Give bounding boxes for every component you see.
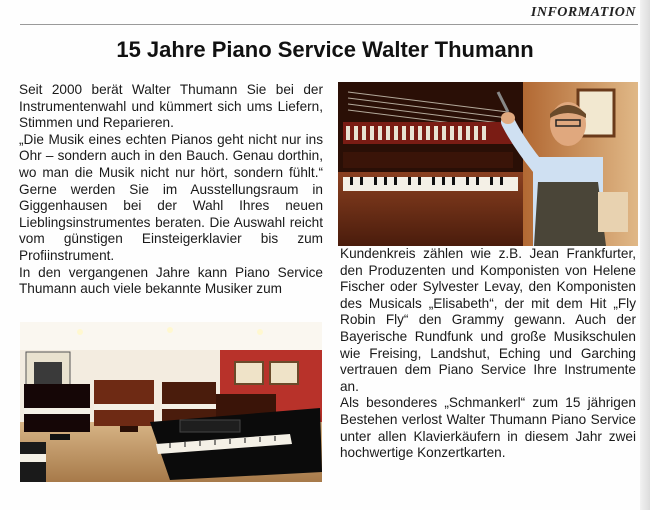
left-paragraph-1: Seit 2000 berät Walter Thumann Sie bei der Instrumentenwahl und kümmert sich ums Liefern, Stimmen und Reparieren. [19,82,323,131]
showroom-illustration [20,322,322,482]
piano-technician-photo [338,82,638,246]
right-column [340,246,636,462]
showroom-photo [20,322,322,482]
left-column [19,82,323,298]
right-paragraph-2: Als besonderes „Schmankerl“ zum 15 jährigen Bestehen verlost Walter Thumann Piano Service unter allen Klavierkäufern in diesem Jahr zwei hochwertige Konzertkarten. [340,395,636,461]
left-paragraph-2: „Die Musik eines echten Pianos geht nicht nur ins Ohr – sondern auch in den Bauch. Genau dorthin, wo man die Musik nicht nur hört, sondern fühlt.“ Gerne werden Sie im Ausstellungsraum in Giggenhausen bei der Wahl Ihres neuen Lieblingsinstrumentes beraten. Die Auswahl reicht vom günstigen Einsteigerklavier bis zum Profiinstrument. [19,131,323,263]
header-rule [20,24,638,25]
page-edge-shadow [640,0,650,510]
right-paragraph-1: Kundenkreis zählen wie z.B. Jean Frankfurter, den Produzenten und Komponisten von Helene Fischer oder Sylvester Levay, den Komponisten des Musicals „Elisabeth“, der mit dem Hit „Fly Robin Fly“ den Grammy gewann. Auch der Bayerische Rundfunk und große Musikschulen wie Freising, Landshut, Eching und Garching vertrauen dem Piano Service Ihre Instrumente an. [340,246,636,394]
left-paragraph-3: In den vergangenen Jahre kann Piano Service Thumann auch viele bekannte Musiker zum [19,264,323,297]
article-title: 15 Jahre Piano Service Walter Thumann [116,37,534,62]
section-label: INFORMATION [530,5,636,20]
piano-technician-illustration [338,82,638,246]
